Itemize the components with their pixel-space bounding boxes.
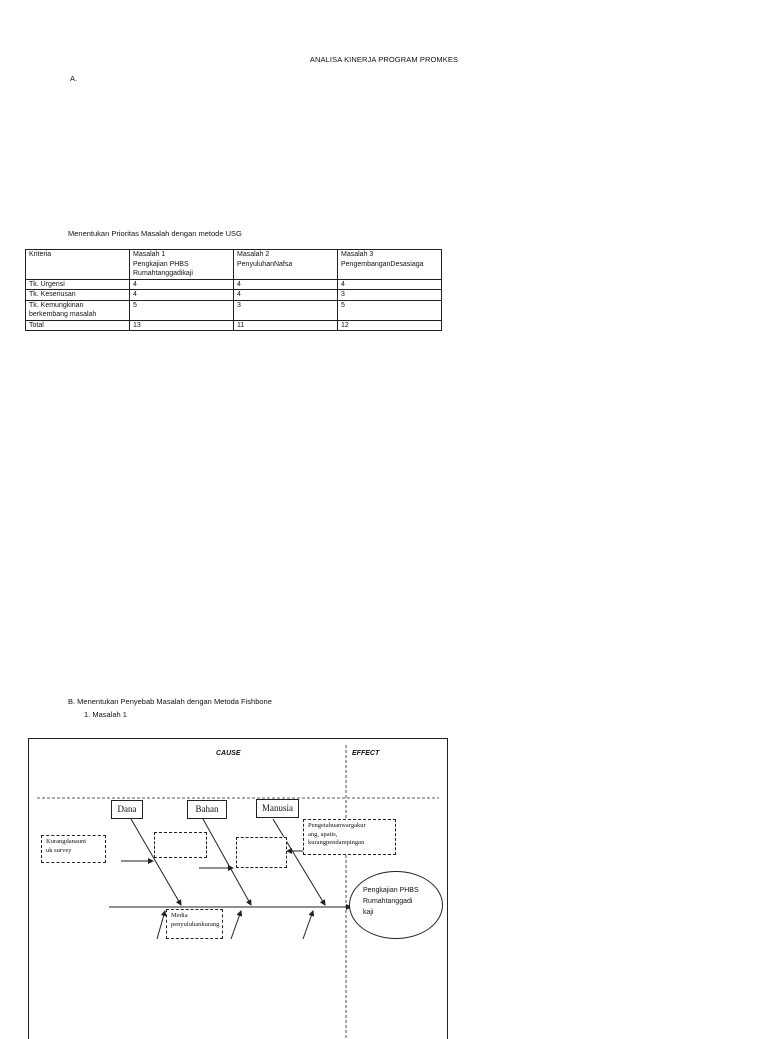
cell-value: 3: [338, 290, 442, 301]
row-label: Tk. Keseriusan: [26, 290, 130, 301]
effect-text: Pengkajian PHBS Rumahtanggadi kaji: [363, 887, 419, 916]
table-row: [26, 300, 442, 320]
cell-value: 4: [234, 290, 338, 301]
cause-box-media: Media penyuluhankurang: [166, 909, 223, 939]
cell-value: 5: [338, 300, 442, 320]
category-bahan: Bahan: [187, 800, 227, 819]
header-masalah-1: Masalah 1 Pengkajian PHBS Rumahtanggadikaji: [130, 250, 234, 280]
section-a-label: A.: [70, 74, 78, 83]
row-label: Total: [26, 320, 130, 331]
cell-value: 3: [234, 300, 338, 320]
bone-lower-3: [303, 911, 313, 939]
table-row: [26, 290, 442, 301]
sub-item-masalah-1: 1. Masalah 1: [84, 710, 127, 719]
document-title: ANALISA KINERJA PROGRAM PROMKES: [309, 55, 459, 64]
cause-box-manusia: Pengetahuanwargakur ang, apatis, kurangpendampingan: [303, 819, 396, 855]
cell-value: 5: [130, 300, 234, 320]
effect-label: EFFECT: [352, 750, 380, 757]
header-masalah-2: Masalah 2 PenyuluhanNafsa: [234, 250, 338, 280]
cell-value: 13: [130, 320, 234, 331]
cell-value: 4: [130, 290, 234, 301]
cell-value: 4: [338, 279, 442, 290]
cell-value: 12: [338, 320, 442, 331]
table-row-total: [26, 320, 442, 331]
cause-label: CAUSE: [216, 750, 241, 757]
table-header-row: [26, 250, 442, 280]
cause-box-dana: Kurangdanaunt uk survey: [41, 835, 106, 863]
category-dana: Dana: [111, 800, 143, 819]
bone-lower-1: [157, 911, 165, 939]
bone-lower-2: [231, 911, 241, 939]
row-label: Tk. Urgensi: [26, 279, 130, 290]
cell-value: 4: [130, 279, 234, 290]
category-manusia: Manusia: [256, 799, 299, 818]
cell-value: 4: [234, 279, 338, 290]
header-kriteria: Kriteria: [26, 250, 130, 280]
table-row: [26, 279, 442, 290]
fishbone-diagram: [28, 738, 448, 1039]
cause-box-empty-bahan-1: [154, 832, 207, 858]
usg-priority-table: [25, 249, 442, 331]
header-masalah-3: Masalah 3 PengembanganDesasiaga: [338, 250, 442, 280]
cause-box-empty-bahan-2: [236, 837, 287, 868]
usg-caption: Menentukan Prioritas Masalah dengan metode USG: [68, 229, 242, 238]
cell-value: 11: [234, 320, 338, 331]
row-label: Tk. Kemungkinan berkembang masalah: [26, 300, 130, 320]
section-b-heading: B. Menentukan Penyebab Masalah dengan Metoda Fishbone: [68, 697, 272, 706]
